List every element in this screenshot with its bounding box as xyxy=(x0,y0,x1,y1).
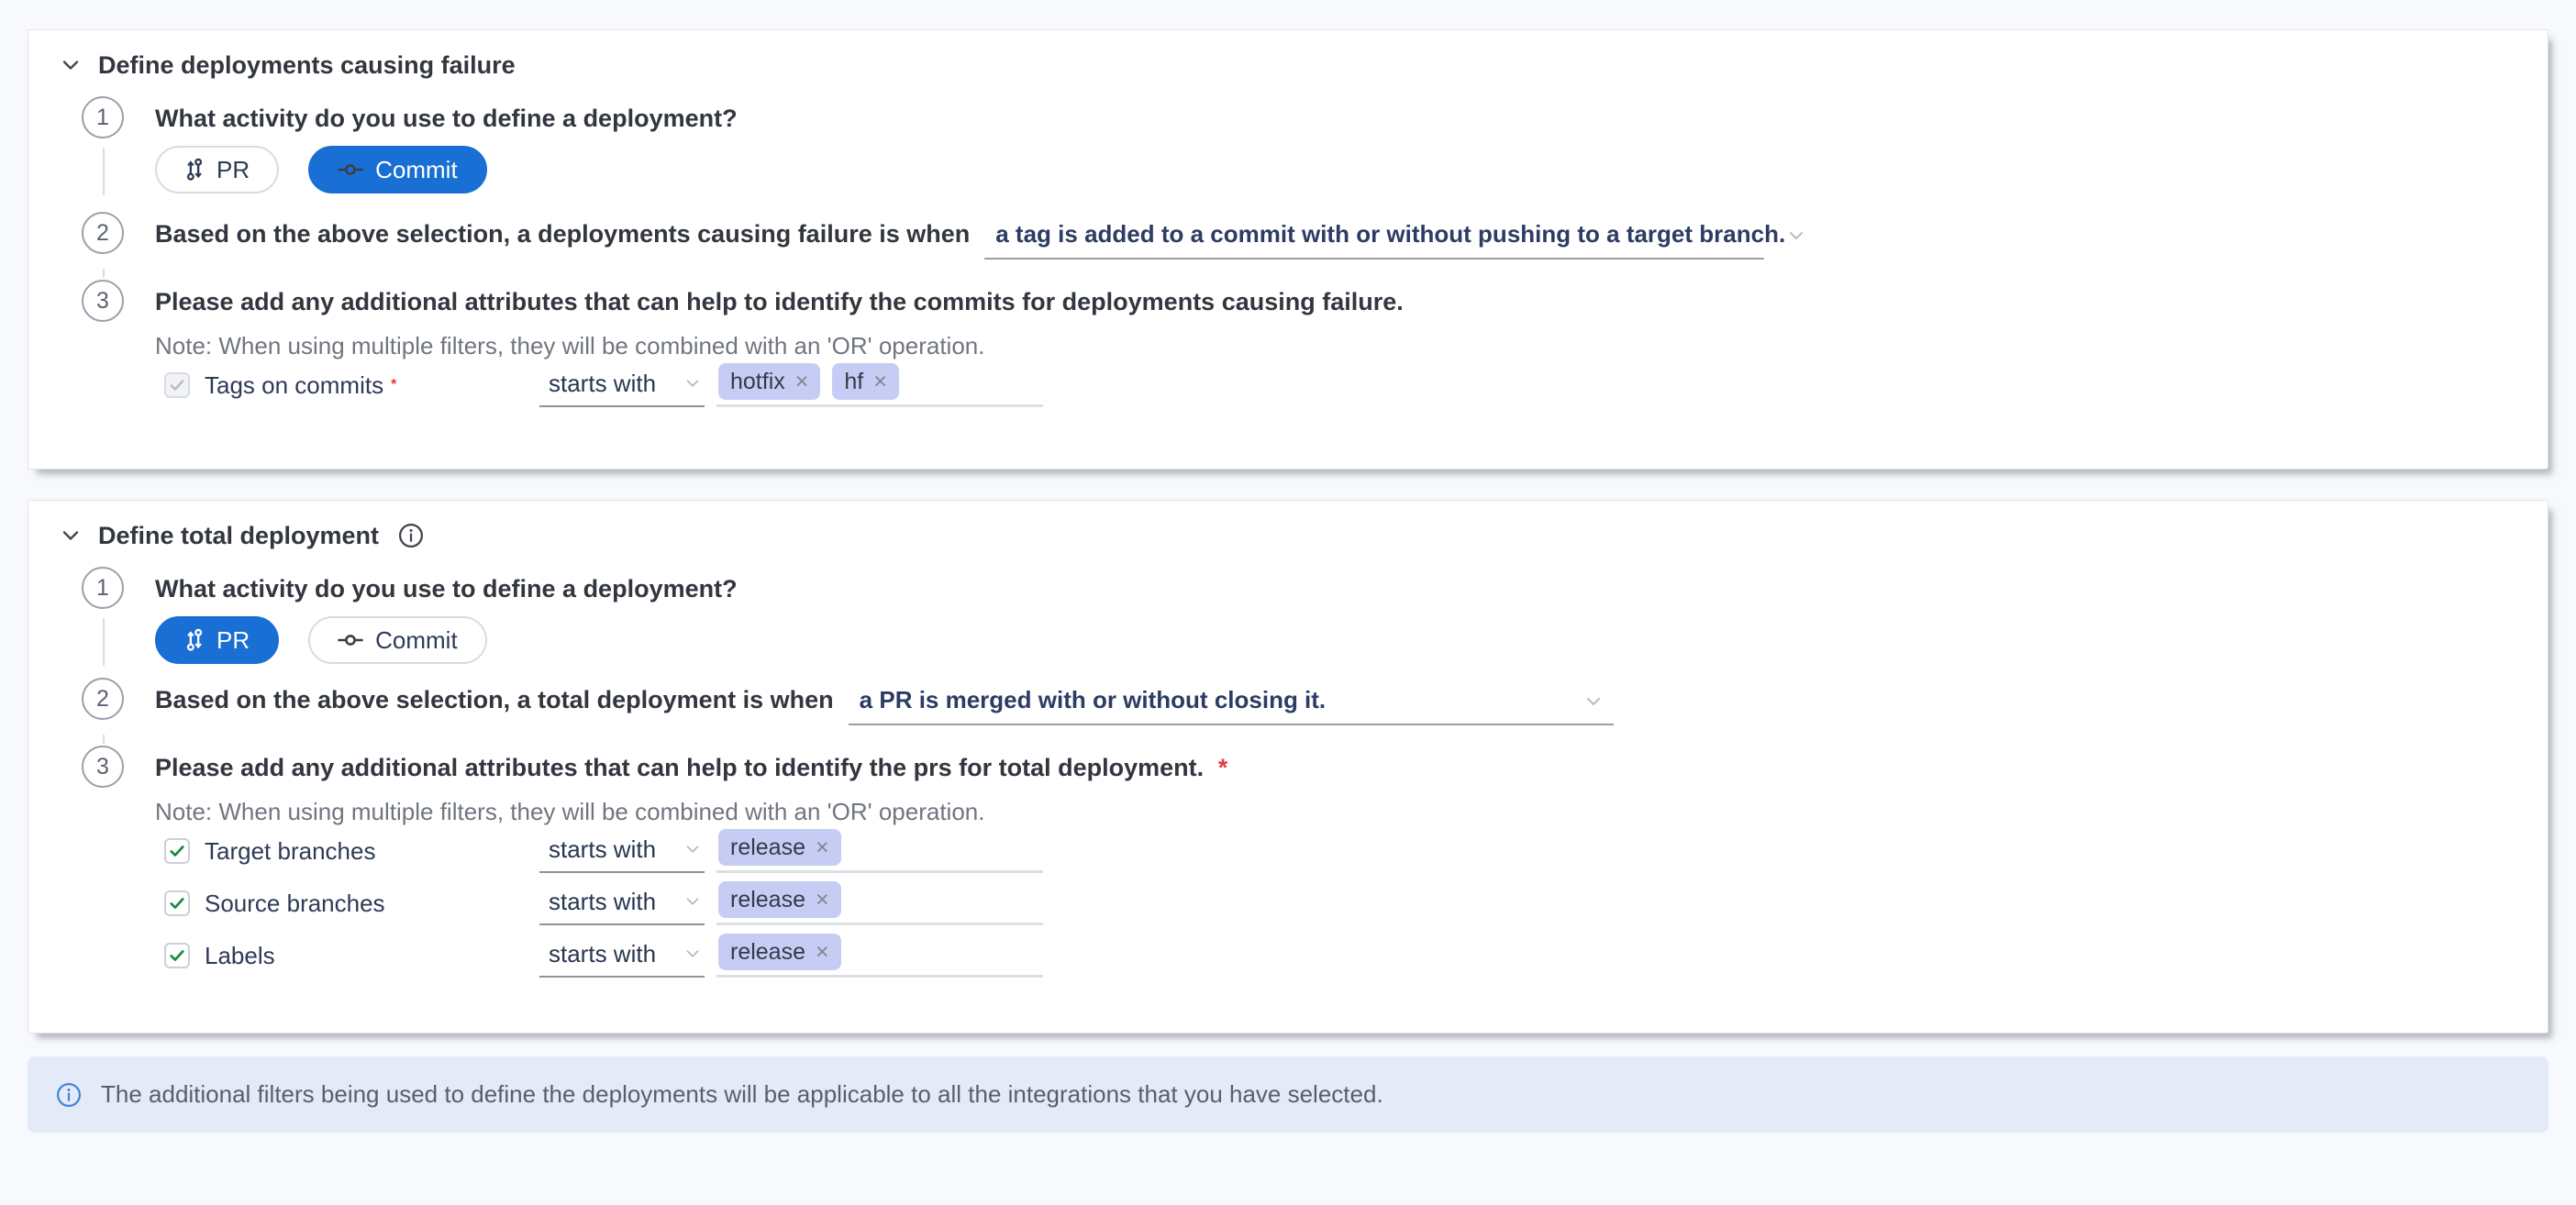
commit-button-label: Commit xyxy=(375,155,458,183)
filter-row-labels xyxy=(164,934,1227,978)
card-header xyxy=(56,515,2520,556)
step-number-badge: 1 xyxy=(82,96,124,138)
filter-left xyxy=(164,881,539,925)
pr-button-label: PR xyxy=(217,625,250,654)
checkbox-checked[interactable] xyxy=(164,943,190,968)
chevron-down-icon xyxy=(683,839,703,859)
step-connector xyxy=(103,148,105,195)
filter-label: Tags on commits xyxy=(205,370,384,399)
step-2 xyxy=(56,678,2520,725)
remove-tag-icon[interactable]: × xyxy=(816,938,829,965)
filters-list xyxy=(155,829,1227,978)
tag-chip xyxy=(718,881,841,918)
operator-value: starts with xyxy=(549,835,657,863)
chevron-down-icon xyxy=(1785,219,1807,247)
tag-label: release xyxy=(730,834,805,860)
activity-toggle xyxy=(155,616,738,664)
step-number-badge: 2 xyxy=(82,212,124,254)
step-connector xyxy=(103,735,105,744)
step-3 xyxy=(56,746,2520,986)
collapse-chevron-icon[interactable] xyxy=(58,52,83,78)
step-question xyxy=(155,746,1227,782)
step-connector xyxy=(103,618,105,666)
filter-left xyxy=(164,363,539,407)
step-question: Based on the above selection, a total deployment is when xyxy=(155,686,834,713)
chevron-down-icon xyxy=(683,373,703,393)
info-banner xyxy=(28,1056,2548,1133)
filters-note: Note: When using multiple filters, they will be combined with an 'OR' operation. xyxy=(155,798,985,825)
step-number-badge: 3 xyxy=(82,746,124,788)
required-asterisk: * xyxy=(391,377,397,392)
chevron-down-icon xyxy=(1582,685,1604,713)
operator-value: starts with xyxy=(549,939,657,967)
tag-label: release xyxy=(730,886,805,912)
tag-chip xyxy=(832,363,898,400)
step-connector xyxy=(103,269,105,278)
card-title: Define total deployment xyxy=(98,521,380,549)
step-rail xyxy=(82,567,128,664)
card-title: Define deployments causing failure xyxy=(98,50,516,79)
operator-select[interactable] xyxy=(539,829,705,873)
checkbox-checked[interactable] xyxy=(164,838,190,864)
commit-icon xyxy=(338,161,363,178)
operator-value: starts with xyxy=(549,887,657,915)
filter-row-tags-on-commits xyxy=(164,363,1404,407)
filters-note: Note: When using multiple filters, they will be combined with an 'OR' operation. xyxy=(155,332,985,359)
step-rail xyxy=(82,280,128,415)
commit-button[interactable] xyxy=(308,616,487,664)
tags-input[interactable] xyxy=(716,881,1043,925)
remove-tag-icon[interactable]: × xyxy=(873,368,887,394)
commit-button[interactable] xyxy=(308,146,487,193)
chevron-down-icon xyxy=(683,891,703,912)
filter-row-source-branches xyxy=(164,881,1227,925)
filter-label: Target branches xyxy=(205,836,376,865)
step-3 xyxy=(56,280,2520,415)
tag-label: hotfix xyxy=(730,368,785,394)
pr-button-label: PR xyxy=(217,155,250,183)
card-header xyxy=(56,45,2520,85)
pr-button[interactable] xyxy=(155,146,279,193)
remove-tag-icon[interactable]: × xyxy=(794,368,809,394)
step-number-badge: 3 xyxy=(82,280,124,322)
step-1 xyxy=(56,567,2520,664)
step-question-text: Please add any additional attributes that can help to identify the prs for total deployment. xyxy=(155,754,1205,781)
collapse-chevron-icon[interactable] xyxy=(58,523,83,548)
remove-tag-icon[interactable]: × xyxy=(816,886,829,912)
remove-tag-icon[interactable]: × xyxy=(816,834,829,860)
step-number-badge: 2 xyxy=(82,678,124,720)
checkbox-checked-disabled xyxy=(164,372,190,398)
filter-left xyxy=(164,829,539,873)
step-rail xyxy=(82,96,128,193)
tag-chip xyxy=(718,934,841,970)
filter-label: Source branches xyxy=(205,889,385,917)
operator-value: starts with xyxy=(549,369,657,397)
operator-select[interactable] xyxy=(539,934,705,978)
activity-toggle xyxy=(155,146,738,193)
tags-input[interactable] xyxy=(716,829,1043,873)
deployment-definition-select[interactable] xyxy=(849,678,1614,725)
pr-button[interactable] xyxy=(155,616,279,664)
step-rail xyxy=(82,746,128,986)
step-rail xyxy=(82,678,128,725)
select-value: a tag is added to a commit with or without pushing to a target branch. xyxy=(995,220,1786,248)
commit-button-label: Commit xyxy=(375,625,458,654)
step-question: Please add any additional attributes that can help to identify the commits for deployments causing failure. xyxy=(155,288,1404,315)
operator-select[interactable] xyxy=(539,881,705,925)
card-deployments-causing-failure xyxy=(28,29,2548,470)
deployment-definition-select[interactable] xyxy=(984,212,1786,260)
tag-chip xyxy=(718,363,820,400)
tag-chip xyxy=(718,829,841,866)
tags-input[interactable] xyxy=(716,934,1043,978)
step-number-badge: 1 xyxy=(82,567,124,609)
tag-label: release xyxy=(730,938,805,965)
step-question: What activity do you use to define a deployment? xyxy=(155,105,738,132)
commit-icon xyxy=(338,632,363,648)
info-icon[interactable] xyxy=(397,522,425,549)
step-question: Based on the above selection, a deployments causing failure is when xyxy=(155,220,971,248)
filter-left xyxy=(164,934,539,978)
pull-request-icon xyxy=(184,628,205,652)
step-1 xyxy=(56,96,2520,193)
step-rail xyxy=(82,212,128,260)
chevron-down-icon xyxy=(683,944,703,964)
required-asterisk: * xyxy=(1217,754,1228,781)
pull-request-icon xyxy=(184,158,205,182)
filter-label: Labels xyxy=(205,941,275,969)
card-total-deployment xyxy=(28,500,2548,1034)
filters-list xyxy=(155,363,1404,407)
select-value: a PR is merged with or without closing it. xyxy=(859,686,1327,713)
checkbox-checked[interactable] xyxy=(164,890,190,916)
info-icon xyxy=(55,1081,83,1109)
tags-input[interactable] xyxy=(716,363,1043,407)
banner-text: The additional filters being used to define the deployments will be applicable to all the integrations that you have selected. xyxy=(101,1080,1383,1108)
operator-select[interactable] xyxy=(539,363,705,407)
step-question: What activity do you use to define a deployment? xyxy=(155,575,738,602)
filter-row-target-branches xyxy=(164,829,1227,873)
step-2 xyxy=(56,212,2520,260)
tag-label: hf xyxy=(844,368,864,394)
